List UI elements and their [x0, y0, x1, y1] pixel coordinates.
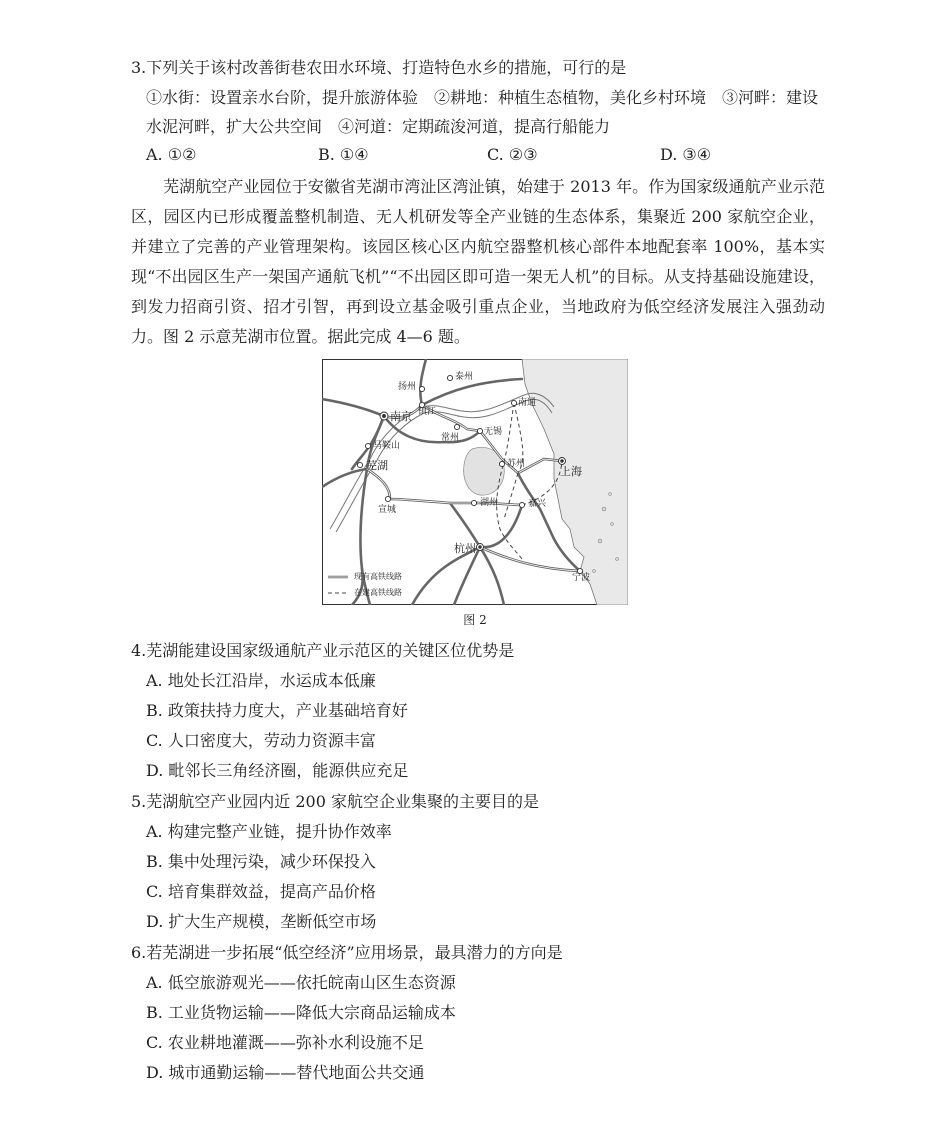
q3-option-c: C. ②③	[487, 145, 538, 164]
material-passage	[131, 172, 825, 352]
label-hangzhou: 杭州	[454, 542, 476, 555]
label-ningbo: 宁波	[572, 573, 591, 583]
q5-stem: 5.芜湖航空产业园内近 200 家航空企业集聚的主要目的是	[131, 792, 539, 811]
q4-stem: 4.芜湖能建设国家级通航产业示范区的关键区位优势是	[131, 641, 515, 660]
q6-stem: 6.若芜湖进一步拓展“低空经济”应用场景，最具潜力的方向是	[131, 943, 563, 962]
q3-statement-line-1: ①水街：设置亲水台阶，提升旅游体验 ②耕地：种植生态植物，美化乡村环境 ③河畔：建设	[146, 88, 819, 107]
label-taizhou: 泰州	[455, 372, 474, 382]
legend-building-label: 在建高铁线路	[354, 588, 402, 597]
q4-option-c: C. 人口密度大，劳动力资源丰富	[146, 731, 376, 750]
q6-option-b: B. 工业货物运输——降低大宗商品运输成本	[146, 1003, 456, 1022]
label-xuancheng: 宣城	[378, 505, 397, 515]
q4-option-b: B. 政策扶持力度大，产业基础培育好	[146, 701, 408, 720]
q3-option-d: D. ③④	[660, 145, 712, 164]
figure-2-map	[322, 359, 628, 605]
q5-option-c: C. 培育集群效益，提高产品价格	[146, 882, 376, 901]
label-nanjing: 南京	[390, 410, 412, 423]
q3-option-a: A. ①②	[146, 145, 197, 164]
q5-option-d: D. 扩大生产规模，垄断低空市场	[146, 912, 377, 931]
q3-option-b: B. ①④	[318, 145, 369, 164]
legend-existing-label: 现有高铁线路	[354, 572, 402, 581]
label-wuxi: 无锡	[484, 427, 503, 437]
q6-option-c: C. 农业耕地灌溉——弥补水利设施不足	[146, 1033, 424, 1052]
q6-option-d: D. 城市通勤运输——替代地面公共交通	[146, 1063, 425, 1082]
label-shanghai: 上海	[560, 465, 582, 478]
label-nantong: 南通	[518, 398, 537, 408]
q5-option-a: A. 构建完整产业链，提升协作效率	[146, 822, 392, 841]
q3-stem: 3.下列关于该村改善街巷农田水环境、打造特色水乡的措施，可行的是	[131, 58, 627, 77]
label-zhenjiang: 镇江	[418, 407, 437, 417]
q3-statement-line-2: 水泥河畔，扩大公共空间 ④河道：定期疏浚河道，提高行船能力	[146, 117, 611, 136]
map-graphic	[322, 359, 628, 605]
label-yangzhou: 扬州	[398, 382, 417, 392]
label-suzhou: 苏州	[507, 459, 526, 469]
q5-option-b: B. 集中处理污染，减少环保投入	[146, 852, 376, 871]
label-maanshan: 马鞍山	[373, 441, 401, 451]
label-jiaxing: 嘉兴	[528, 499, 547, 509]
label-changzhou: 常州	[441, 433, 460, 443]
passage-text: 芜湖航空产业园位于安徽省芜湖市湾沚区湾沚镇，始建于 2013 年。作为国家级通航产业示范区，园区内已形成覆盖整机制造、无人机研发等全产业链的生态体系，集聚近 200 家航空企业，并建立了完善的产业管理架构。该园区核心区内航空器整机核心部件本地配套率 100%，基本实现“不出园区生产一架国产通航飞机”“不出园区即可造一架无人机”的目标。从支持基础设施建设，到发力招商引资、招才引智，再到设立基金吸引重点企业，当地政府为低空经济发展注入强劲动力。图 2 示意芜湖市位置。据此完成 4—6 题。	[131, 177, 825, 346]
q4-option-d: D. 毗邻长三角经济圈，能源供应充足	[146, 761, 409, 780]
label-wuhu: 芜湖	[366, 459, 388, 472]
label-huzhou: 湖州	[480, 498, 499, 508]
q4-option-a: A. 地处长江沿岸，水运成本低廉	[146, 671, 376, 690]
q6-option-a: A. 低空旅游观光——依托皖南山区生态资源	[146, 973, 456, 992]
figure-caption: 图 2	[463, 613, 487, 627]
